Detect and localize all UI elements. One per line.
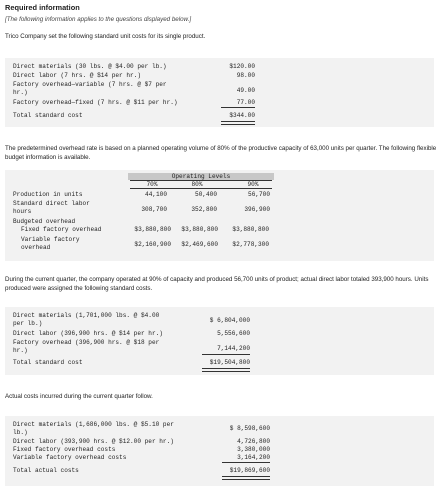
sdlh-80: 352,800 [191, 206, 217, 213]
actual-fixed-amount: 3,380,000 [237, 446, 270, 453]
assigned-dm-label-line2: per lb.) [13, 320, 43, 327]
assigned-fo-label-line2: hr.) [13, 347, 28, 354]
levels-bottom-rule [130, 188, 272, 189]
variable-overhead-70: $2,160,900 [134, 241, 171, 248]
assigned-subtotal-rule [202, 354, 250, 355]
actual-costs-intro: Actual costs incurred during the current quarter follow. [5, 393, 153, 400]
actual-costs-panel [5, 416, 434, 486]
variable-overhead-label-line2: overhead [21, 244, 51, 251]
assigned-total-double-rule [202, 368, 250, 372]
fixed-overhead-80: $3,880,800 [181, 226, 218, 233]
variable-overhead-90: $2,778,300 [232, 241, 269, 248]
production-label: Production in units [13, 191, 83, 198]
subtotal-rule [221, 107, 255, 108]
total-label: Total standard cost [13, 112, 83, 119]
operating-levels-header: Operating Levels [171, 173, 231, 180]
actual-dl-amount: 4,726,800 [237, 438, 270, 445]
actual-dm-label-line2: lb.) [13, 429, 28, 436]
variable-overhead-label-line1: Variable factory [21, 236, 80, 243]
actual-var-amount: 3,164,200 [237, 454, 270, 461]
assigned-dm-label-line1: Direct materials (1,701,000 lbs. @ $4.00 [13, 312, 160, 319]
sdlh-label-line1: Standard direct labor [13, 200, 90, 207]
dl-amount: 98.00 [236, 72, 255, 79]
level-70: 70% [146, 181, 158, 188]
variable-overhead-80: $2,469,600 [181, 241, 218, 248]
fixed-overhead-90: $3,880,800 [232, 226, 269, 233]
actual-total-label: Total actual costs [13, 467, 79, 474]
fixed-overhead-label: Fixed factory overhead [21, 226, 102, 233]
sdlh-label-line2: hours [13, 208, 32, 215]
budgeted-overhead-label: Budgeted overhead [13, 218, 76, 225]
fof-amount: 77.00 [236, 99, 255, 106]
fov-label-line1: Factory overhead—variable (7 hrs. @ $7 per [13, 81, 167, 88]
level-90: 90% [247, 181, 259, 188]
assigned-fo-label-line1: Factory overhead (396,900 hrs. @ $18 per [13, 339, 160, 346]
fov-amount: 49.00 [236, 87, 255, 94]
dm-label: Direct materials (30 lbs. @ $4.00 per lb.) [13, 63, 167, 70]
total-double-rule [221, 121, 255, 125]
standard-costs-panel [5, 58, 434, 127]
intro-text: Trico Company set the following standard unit costs for its single product. [5, 33, 206, 40]
production-80: 50,400 [195, 191, 217, 198]
actual-dm-label-line1: Direct materials (1,686,000 lbs. @ $5.10 per [13, 421, 174, 428]
actual-total-amount: $19,869,600 [229, 467, 270, 474]
sdlh-70: 308,700 [141, 206, 167, 213]
current-quarter-text: During the current quarter, the company operated at 90% of capacity and produced 56,700 units of product; actual direct labor totaled 393,900 hours. Units produced were assigned the following standard costs. [5, 276, 429, 292]
actual-fixed-label: Fixed factory overhead costs [13, 446, 116, 453]
actual-var-label: Variable factory overhead costs [13, 454, 127, 461]
level-80: 80% [191, 181, 203, 188]
sdlh-90: 396,900 [244, 206, 270, 213]
assigned-dl-label: Direct labor (396,900 hrs. @ $14 per hr.) [13, 330, 163, 337]
required-information-title: Required information [5, 3, 80, 12]
dl-label: Direct labor (7 hrs. @ $14 per hr.) [13, 72, 141, 79]
production-70: 44,100 [145, 191, 167, 198]
actual-dl-label: Direct labor (393,900 hrs. @ $12.00 per hr.) [13, 438, 174, 445]
fof-label: Factory overhead—fixed (7 hrs. @ $11 per hr.) [13, 99, 178, 106]
actual-subtotal-rule [222, 462, 270, 463]
assigned-costs-panel [5, 307, 434, 375]
dm-amount: $120.00 [229, 63, 255, 70]
applies-note: [The following information applies to the questions displayed below.] [5, 16, 192, 23]
actual-total-double-rule [222, 476, 270, 480]
assigned-total-amount: $19,504,800 [209, 359, 250, 366]
flexible-budget-panel [5, 170, 434, 261]
assigned-dm-amount: $ 6,804,000 [209, 317, 250, 324]
production-90: 56,700 [248, 191, 270, 198]
assigned-fo-amount: 7,144,200 [217, 345, 250, 352]
total-amount: $344.00 [229, 112, 255, 119]
predetermined-text: The predetermined overhead rate is based on a planned operating volume of 80% of the productive capacity of 63,000 units per quarter. The following flexible budget information is available. [5, 145, 437, 161]
assigned-total-label: Total standard cost [13, 359, 83, 366]
assigned-dl-amount: 5,556,600 [217, 330, 250, 337]
fixed-overhead-70: $3,880,800 [134, 226, 171, 233]
fov-label-line2: hr.) [13, 89, 28, 96]
actual-dm-amount: $ 8,598,600 [229, 425, 270, 432]
